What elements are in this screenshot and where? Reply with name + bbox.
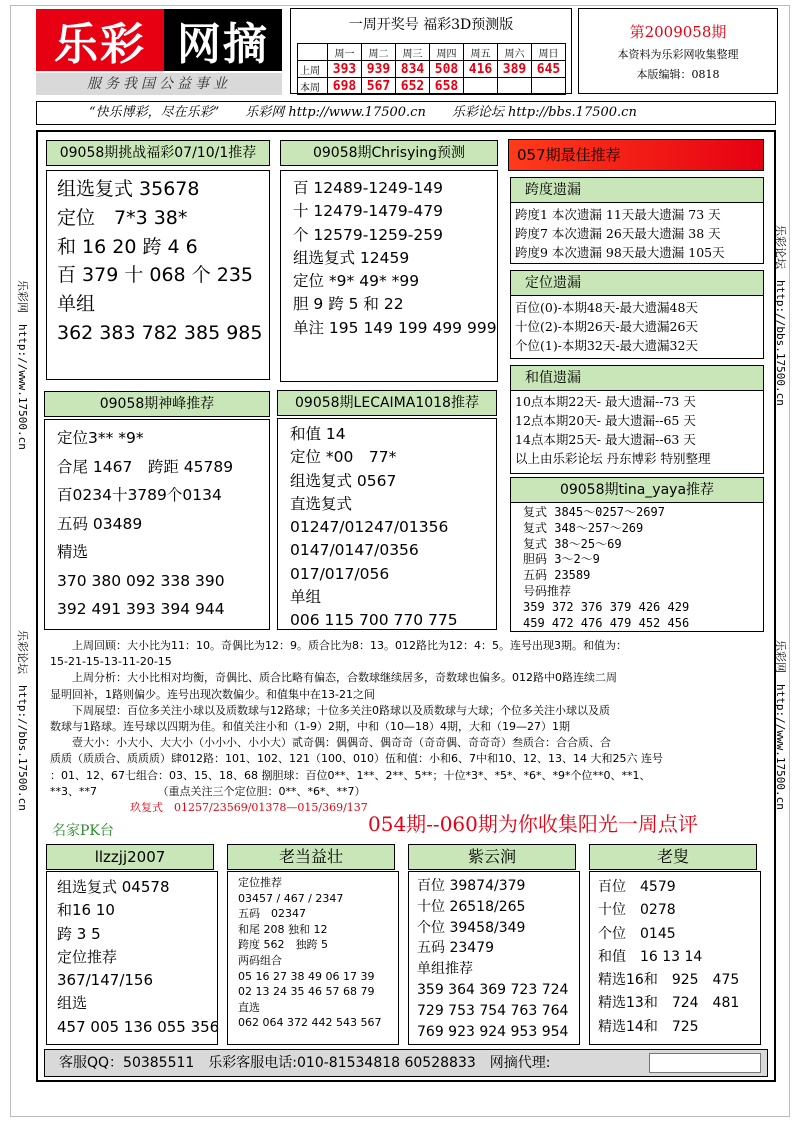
best-recommend-title: 057期最佳推荐 (508, 139, 764, 171)
footer (44, 1049, 768, 1077)
side-right-bottom[interactable]: 乐彩网 http://www.17500.cn (774, 640, 787, 810)
col1-body: 组选复式 04578 和16 10 跨 3 5 定位推荐 367/147/156 组选 457 005 136 055 356 (46, 871, 218, 1045)
col1-title: llzzjj2007 (46, 844, 214, 870)
box3-title: 09058期神峰推荐 (44, 391, 270, 417)
side-left-top[interactable]: 乐彩网 http://www.17500.cn (16, 280, 29, 450)
side-left-bottom[interactable]: 乐彩论坛 http://bbs.17500.cn (16, 630, 29, 811)
week-title: 一周开奖号 福彩3D预测版 (348, 17, 514, 33)
box2-title: 09058期Chrisying预测 (280, 140, 498, 166)
footer-text: 客服QQ：50385511 乐彩客服电话:010-81534818 60528833 网摘代理: (59, 1055, 551, 1071)
issue-editor: 本版编辑：0818 (636, 68, 720, 81)
week-results (290, 8, 572, 94)
sum-miss-body: 10点本期22天- 最大遗漏--73 天 12点本期20天- 最大遗漏--65 天 14点本期25天- 最大遗漏--63 天 以上由乐彩论坛 丹东博彩 特别整理 (510, 390, 764, 474)
tagline[interactable]: “快乐博彩，尽在乐彩” 乐彩网 http://www.17500.cn 乐彩论坛 http://bbs.17500.cn (36, 101, 776, 125)
col4-title: 老叟 (589, 844, 757, 870)
col2-body: 定位推荐 03457 / 467 / 2347 五码 02347 和尾 208 独和 12 跨度 562 独跨 5 两码组合 05 16 27 38 49 06 17 39 02 13 24 35 46 57 68 79 直选 062 064 372 442 543 567 (227, 871, 399, 1045)
box1-body: 组选复式 35678 定位 7*3 38* 和 16 20 跨 4 6 百 379 十 068 个 235 单组 362 383 782 385 985 (46, 170, 270, 380)
logo-right: 网摘 (164, 9, 282, 71)
week-table: 周一 周二 周三 周四 周五 周六 周日 上周 393 939 834 508 416 389 645 本周 698 567 652 658 (297, 43, 566, 95)
col3-body: 百位 39874/379 十位 26518/265 个位 39458/349 五码 23479 单组推荐 359 364 369 723 724 729 753 754 763 764 769 923 924 953 954 (408, 871, 580, 1045)
tina-body: 复式 3845～0257～2697 复式 348～257～269 复式 38～25～69 胆码 3～2～9 五码 23589 号码推荐 359 372 376 379 426 429 459 472 476 479 452 456 (510, 502, 764, 632)
issue-info (578, 8, 778, 94)
box1-title: 09058期挑战福彩07/10/1推荐 (46, 140, 270, 166)
box4-title: 09058期LECAIMA1018推荐 (277, 390, 497, 416)
issue-note: 本资料为乐彩网收集整理 (617, 48, 739, 61)
tina-title: 09058期tina_yaya推荐 (510, 477, 764, 503)
span-miss-body: 跨度1 本次遗漏 11天最大遗漏 73 天 跨度7 本次遗漏 26天最大遗漏 38 天 跨度9 本次遗漏 98天最大遗漏 105天 (510, 202, 764, 264)
jiu-line: 玖复式 01257/23569/01378—015/369/137 (130, 801, 368, 815)
slogan: 服务我国公益事业 (36, 73, 282, 95)
analysis-text: 上周回顾：大小比为11：10。奇偶比为12：9。质合比为8：13。012路比为12：4：5。连号出现3期。和值为： 15-21-15-13-11-20-15 上周分析：大小比相对均衡，奇偶比、质合比略有偏态，合数球继续居多，奇数球也偏多。012路中0路连续二周 显明回补，1路则偏少。连号出现次数偏少。和值集中在13-21之间 下周展望：百位多关注小球以及质数球与12路球；十位多关注0路球以及质数球与大球；个位多关注小球以及质 数球与1路球。连号球以四期为佳。和值关注小和（1-9）2期，中和（10—18）4期，大和（19—27）1期 壹大小：小大小、大大小（小小小、小小大）贰奇偶：偶偶奇、偶奇奇（奇奇偶、奇奇奇）叁质合：合合质、合 质质（质质合、质质质）肆012路：101、102、121（100、010）伍和值：小和6、7中和10、12、13、14 大和25六 连号 ：01、12、67七组合：03、15、18、68 捌胆球：百位0**、1**、2**、5**；十位*3*、*5*、*6*、*9*个位**0、**1、 **3、**7 （重点关注三个定位胆：0**、*6*、**7） 玖复式 01257/23569/01378—015/369/137 (50, 638, 770, 816)
issue-number: 第2009058期 (629, 23, 727, 41)
pos-miss-title: 定位遗漏 (510, 270, 764, 296)
pk-label: 名家PK台 (52, 823, 114, 839)
box4-body: 和值 14 定位 *00 77* 组选复式 0567 直选复式 01247/01247/01356 0147/0147/0356 017/017/056 单组 006 115 700 770 775 (277, 418, 497, 630)
logo-left: 乐彩 (36, 9, 164, 71)
col3-title: 紫云涧 (408, 844, 576, 870)
side-right-top[interactable]: 乐彩论坛 http://bbs.17500.cn (774, 225, 787, 406)
box2-body: 百 12489-1249-149 十 12479-1479-479 个 12579-1259-259 组选复式 12459 定位 *9* 49* *99 胆 9 跨 5 和 22 单注 195 149 199 499 999 (280, 170, 498, 382)
logo (36, 9, 282, 71)
pos-miss-body: 百位(0)-本期48天-最大遗漏48天 十位(2)-本期26天-最大遗漏26天 个位(1)-本期32天-最大遗漏32天 (510, 295, 764, 359)
col4-body: 百位 4579 十位 0278 个位 0145 和值 16 13 14 精选16和 925 475 精选13和 724 481 精选14和 725 (589, 871, 761, 1045)
pk-week-title: 054期--060期为你收集阳光一周点评 (368, 812, 698, 836)
sum-miss-title: 和值遗漏 (510, 365, 764, 391)
box3-body: 定位3** *9* 合尾 1467 跨距 45789 百0234十3789个0134 五码 03489 精选 370 380 092 338 390 392 491 393 394 944 (44, 419, 270, 630)
col2-title: 老当益壮 (227, 844, 395, 870)
span-miss-title: 跨度遗漏 (510, 177, 764, 203)
agent-box[interactable] (649, 1053, 761, 1073)
